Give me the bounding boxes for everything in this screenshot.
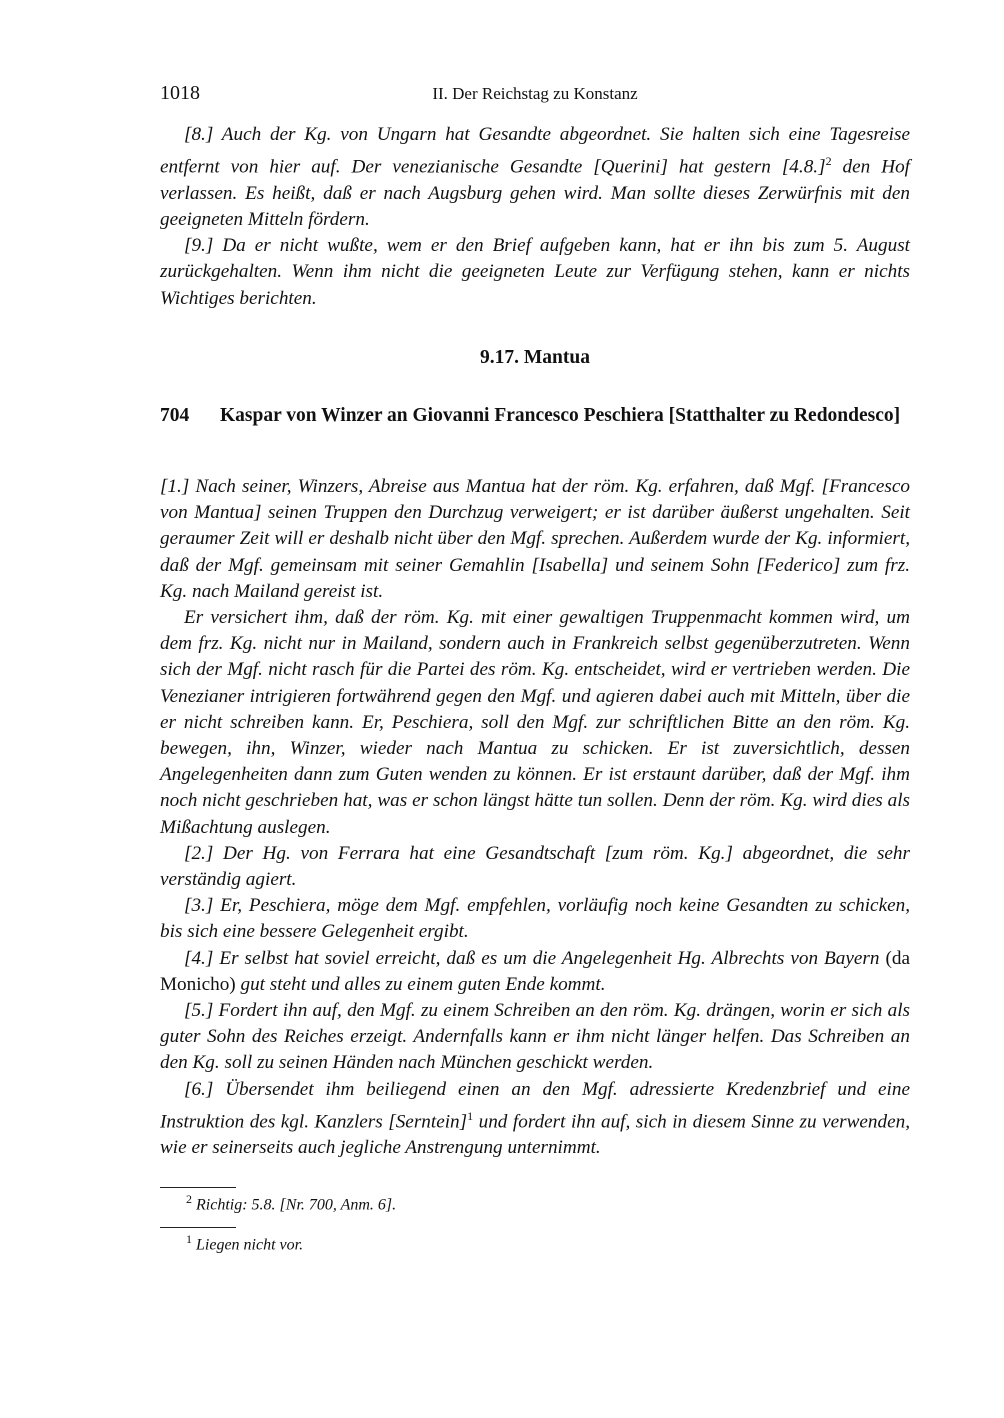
paragraph-4-text: [4.] Er selbst hat soviel erreicht, daß es um die Angelegenheit Hg. Albrechts von Bayern: [184, 947, 880, 969]
footnote-ref-2: 2: [825, 154, 832, 169]
footnote-2-mark: 2: [186, 1192, 192, 1206]
paragraph-1b: Er versichert ihm, daß der röm. Kg. mit einer gewaltigen Truppenmacht kommen wird, um dem frz. Kg. nicht nur in Mailand, sondern auch in Frankreich selbst gegenüberzutreten. Wenn sich der Mgf. nicht rasch für die Partei des röm. Kg. entscheidet, wird er vertrieben werden. Die Venezianer intrigieren fortwährend gegen den Mgf. und agieren dabei auch mit Mitteln, über die er nicht schreiben kann. Er, Peschiera, soll den Mgf. zur schriftlichen Bitte an den röm. Kg. bewegen, ihn, Winzer, wieder nach Mantua zu schicken. Er ist zuversichtlich, dessen Angelegenheiten dann zum Guten wenden zu können. Er ist erstaunt darüber, daß der Mgf. ihm noch nicht geschrieben hat, was er schon längst hätte tun sollen. Denn der röm. Kg. wird dies als Mißachtung auslegen.: [160, 607, 910, 838]
continued-text: [160, 122, 910, 312]
section-heading: 9.17. Mantua: [480, 347, 590, 368]
document-number: 704: [160, 405, 190, 426]
paragraph-8-text-end: den Hof verlassen. Es heißt, daß er nach Augsburg gehen wird. Man sollte dieses Zerwürfnis mit den geeigneten Mitteln fördern.: [160, 156, 910, 230]
paragraph-8: [160, 122, 910, 233]
running-head: II. Der Reichstag zu Konstanz: [432, 84, 638, 103]
document-heading: [160, 403, 910, 429]
paragraph-4: [160, 946, 910, 998]
footnote-rule: [160, 1227, 236, 1228]
document-body: [160, 474, 910, 1162]
paragraph-6-text: [6.] Übersendet ihm beiliegend einen an den Mgf. adressierte Kredenzbrief und eine Instruktion des kgl. Kanzlers [Serntein]: [160, 1078, 910, 1133]
footnote-1-mark: 1: [186, 1232, 192, 1246]
footnote-1: [186, 1232, 303, 1254]
paragraph-6-text-end: und fordert ihn auf, sich in diesem Sinne zu verwenden, wie er seinerseits auch jegliche Anstrengung unternimmt.: [160, 1111, 910, 1159]
footnote-2-text: Richtig: 5.8. [Nr. 700, Anm. 6].: [196, 1196, 397, 1214]
paragraph-9: [9.] Da er nicht wußte, wem er den Brief aufgeben kann, hat er ihn bis zum 5. August zurückgehalten. Wenn ihm nicht die geeigneten Leute zur Verfügung stehen, kann er nichts Wichtiges berichten.: [160, 235, 910, 309]
paragraph-3: [3.] Er, Peschiera, möge dem Mgf. empfehlen, vorläufig noch keine Gesandten zu schicken, bis sich eine bessere Gelegenheit ergibt.: [160, 895, 910, 943]
paragraph-8-text: [8.] Auch der Kg. von Ungarn hat Gesandte abgeordnet. Sie halten sich eine Tagesreise entfernt von hier auf. Der venezianische Gesandte [Querini] hat gestern [4.8.]: [160, 124, 910, 178]
paragraph-1: [1.] Nach seiner, Winzers, Abreise aus Mantua hat der röm. Kg. erfahren, daß Mgf. [Francesco von Mantua] seinen Truppen den Durchzug verweigert; er ist darüber äußerst ungehalten. Seit geraumer Zeit will er deshalb nicht über den Mgf. sprechen. Außerdem wurde der Kg. informiert, daß der Mgf. gemeinsam mit seiner Gemahlin [Isabella] und seinem Sohn [Federico] zum frz. Kg. nach Mailand gereist ist.: [160, 476, 910, 602]
paragraph-5: [5.] Fordert ihn auf, den Mgf. zu einem Schreiben an den röm. Kg. drängen, worin er sich als guter Sohn des Reiches erzeigt. Andernfalls kann er ihm nicht länger helfen. Das Schreiben an den Kg. soll zu seinen Händen nach München geschickt werden.: [160, 1000, 910, 1074]
footnote-rule: [160, 1187, 236, 1188]
footnote-2: [186, 1192, 396, 1214]
page-header: [160, 82, 910, 108]
document-title: Kaspar von Winzer an Giovanni Francesco Peschiera [Statthalter zu Redondesco]: [220, 405, 901, 426]
footnote-1-text: Liegen nicht vor.: [196, 1236, 304, 1254]
footnote-ref-1: 1: [467, 1108, 474, 1123]
page-number: 1018: [160, 82, 200, 104]
paragraph-2: [2.] Der Hg. von Ferrara hat eine Gesandtschaft [zum röm. Kg.] abgeordnet, die sehr verständig agiert.: [160, 842, 910, 891]
paragraph-4-quote: (da Monicho): [160, 947, 911, 995]
paragraph-6: [160, 1077, 910, 1162]
paragraph-4-text-end: gut steht und alles zu einem guten Ende kommt.: [240, 973, 606, 995]
